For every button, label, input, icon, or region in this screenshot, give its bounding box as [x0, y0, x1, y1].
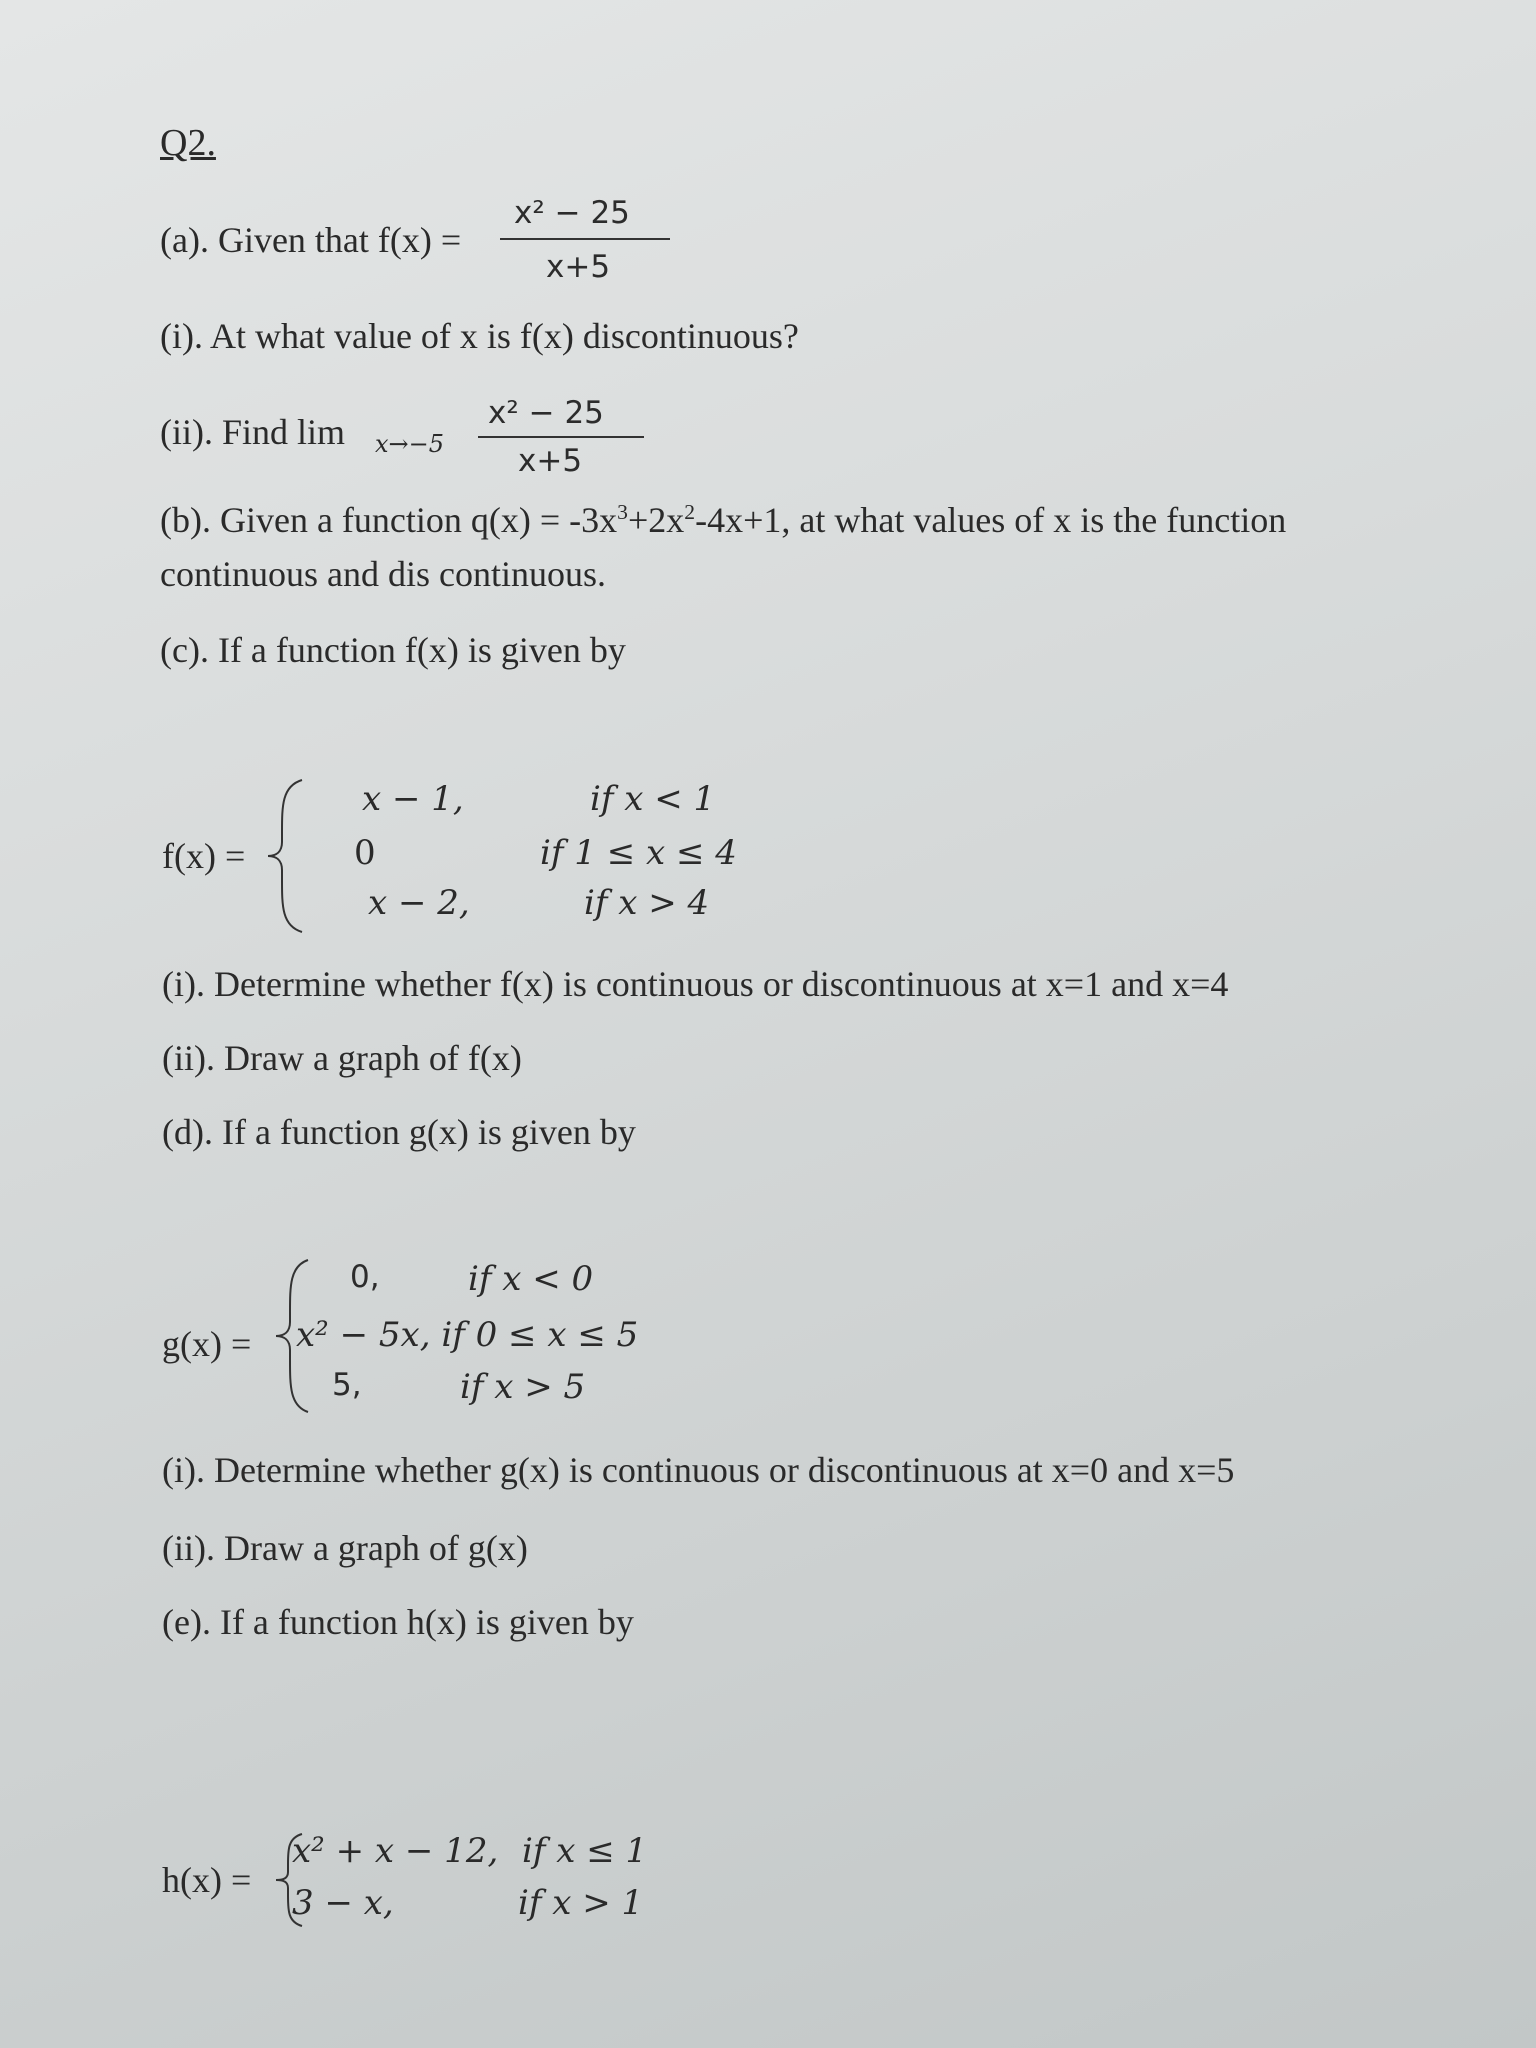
part-d-i: (i). Determine whether g(x) is continuous or discontinuous at x=0 and x=5 [162, 1450, 1235, 1490]
part-e-lead: (e). If a function h(x) is given by [162, 1602, 634, 1642]
question-title: Q2. [160, 122, 216, 164]
part-d-ii: (ii). Draw a graph of g(x) [162, 1528, 528, 1568]
part-e-case1-expr: x² + x − 12, [292, 1831, 499, 1871]
part-a-lead: (a). Given that f(x) = [160, 220, 462, 260]
part-c-case1-expr: x − 1, [362, 779, 464, 819]
part-e-case2-cond: if x > 1 [518, 1883, 644, 1923]
part-e-case1-cond: if x ≤ 1 [522, 1831, 648, 1871]
part-b-line2: continuous and dis continuous. [160, 554, 606, 594]
part-a-ii-lead: (ii). Find lim [160, 412, 346, 452]
part-d-lead: (d). If a function g(x) is given by [162, 1112, 636, 1152]
part-c-i: (i). Determine whether f(x) is continuous or discontinuous at x=1 and x=4 [162, 964, 1229, 1004]
part-d-gx-label: g(x) = [162, 1324, 252, 1364]
part-c-case2-expr: 0 [354, 833, 376, 873]
part-c-lead: (c). If a function f(x) is given by [160, 630, 626, 670]
part-a-fraction-bar [500, 238, 670, 240]
part-c-left-brace [262, 776, 312, 936]
part-d-case2: x² − 5x, if 0 ≤ x ≤ 5 [296, 1315, 639, 1355]
part-d-case1-expr: 0, [350, 1259, 380, 1295]
part-a-i: (i). At what value of x is f(x) discontinuous? [160, 316, 799, 356]
part-c-fx-label: f(x) = [162, 836, 246, 876]
part-d-case3-cond: if x > 5 [460, 1367, 586, 1407]
part-e-hx-label: h(x) = [162, 1860, 252, 1900]
part-e-case2-expr: 3 − x, [292, 1883, 394, 1923]
part-c-case1-cond: if x < 1 [590, 779, 716, 819]
part-a-ii-fraction-bar [478, 436, 644, 438]
part-b-line1: (b). Given a function $q(x) = -3x^3+2x^2-4x+1$, at what values of x is the function [160, 500, 1287, 540]
part-d-case3-expr: 5, [332, 1367, 362, 1403]
part-c-case3-cond: if x > 4 [584, 883, 710, 923]
part-a-ii-denominator: x+5 [518, 443, 583, 479]
part-a-ii-numerator: x² − 25 [488, 395, 604, 431]
part-a-ii-limit-subscript: x→−5 [375, 430, 445, 458]
part-c-case3-expr: x − 2, [368, 883, 470, 923]
part-a-denominator: x+5 [546, 249, 611, 285]
part-c-ii: (ii). Draw a graph of f(x) [162, 1038, 522, 1078]
part-c-case2-cond: if 1 ≤ x ≤ 4 [540, 833, 737, 873]
part-a-numerator: x² − 25 [514, 195, 630, 231]
part-d-case1-cond: if x < 0 [468, 1259, 594, 1299]
